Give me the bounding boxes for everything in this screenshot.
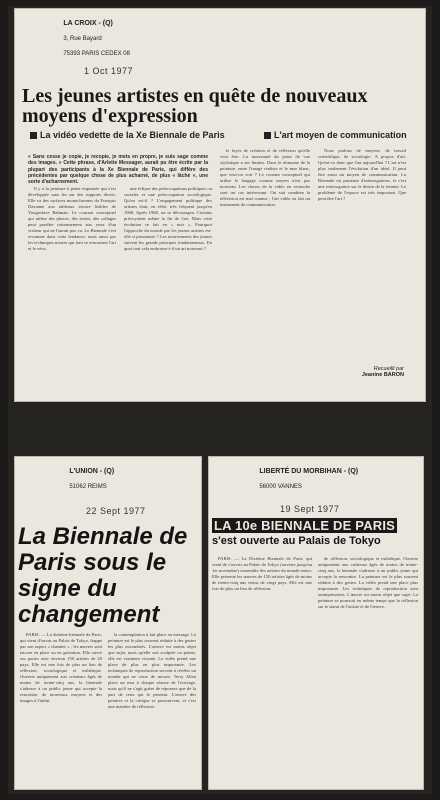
stamp-name: LA CROIX - (Q) <box>63 19 113 27</box>
headline-biennale-changement: La Biennale de Paris sous le signe du changement <box>18 523 188 628</box>
article-lead: « Sans cesse je copie, je recopie, je mets en propre, je suis sage comme des images. » Cette phrase, d'Arlette Messager, aurait pu être écrite par la plupart des participants à la Xe Biennale de Paris, qui diffère des précédentes par quelque chose de plus acharné, de plus « lâché », une sorte d'acharnement. <box>28 154 208 186</box>
subheading-right-text: L'art moyen de communication <box>274 130 407 140</box>
column-4-text: Nous parlons de moyens, de travail scientifique, de sociologie. A propos d'art. Qu'est-ce donc que l'art aujourd'hui ? L'art n'est plus seulement l'évolution d'un idéal. Il peut être aussi un moyen de communication. La Biennale est porteuse d'interrogations, et c'est une interrogation sur le destin de la femme. Le problème de l'espace est très important. Que peut être l'art ? <box>318 148 406 201</box>
clipping-date: 22 Sept 1977 <box>86 506 146 516</box>
signature-prefix: Recueilli par <box>373 366 404 372</box>
article-column-1 <box>212 556 312 782</box>
bullet-square-icon <box>264 132 271 139</box>
column-2-text: la contemplation à fait place au message. La peinture est le plus souvent réduite à des gestes les plus encombrés. L'œuvre est moins objet que sujet, mais qu'elle soit sculptée ou peinte, elle est vraiment vivante. La vidéo prend une place de plus en plus importante. Les techniques de reproduction servent à révéler un monde qui ne cesse de mourir. Terry Allen place un mot à chaque séance de l'ouvrage, mais qu'il ne s'agit guère de réponses que de la part de ceux qui le pensent. L'œuvre des peintres et la critique se poursuivent, et c'est une manière de réflexion. <box>108 632 196 709</box>
article-column-2 <box>124 186 212 382</box>
stamp-name: L'UNION - (Q) <box>69 467 115 475</box>
column-3-text: le foyer de création et de réflexion qu'elle veut être. La nouveauté du point de vue stylistique a ses limites. Dans le domaine de la peinture, entre l'image réaliste et le mur blanc, que veut-on voir ? Le courant conceptuel qui utilise le langage comme moyen n'est pas nouveau. Les choses de la vidéo en revanche sont un cas intéressant. On sait combien la télévision est mal connue ; l'art vidéo en fait un instrument de communication. <box>220 148 310 207</box>
clipping-date: 19 Sept 1977 <box>280 504 340 514</box>
press-stamp-liberte <box>256 460 358 491</box>
article-column-1 <box>28 186 116 382</box>
clipping-date: 1 Oct 1977 <box>84 66 134 76</box>
article-column-2 <box>108 632 196 782</box>
article-column-4 <box>318 148 406 356</box>
article-column-1 <box>20 632 102 782</box>
headline-a-text: LA 10e BIENNALE DE PARIS <box>214 518 396 533</box>
column-2-text: une éclipse des préoccupations politiques ou sociales et une préoccupation sociologique. Qu'en est-il ? L'engagement politique des artistes était, en effet, très fréquent jusqu'en 1968. Après 1968, on se découragea. Certains prévoyaient même la fin de l'art. Mais cette évolution se fait en « noir ». Pourquoi l'approche du monde par les jeunes artistes est-elle si pessimiste ? Les mouvements des jeunes suivent les grands principes fondamentaux. En quoi tout cela embrasse-t-il un art nouveau ? <box>124 186 212 251</box>
stamp-city: 51062 REIMS <box>69 483 107 490</box>
signature-author: Jeanine BARON <box>361 372 404 378</box>
headline-10e-biennale <box>212 518 422 533</box>
column-1-text: PARIS. — La dixième biennale de Paris, qui vient d'ouvrir au Palais de Tokyo, frappe par son aspect « chantier » ; les œuvres sont encore en place ou en gestation. Elle ouvre ses portes avec environ 150 artistes de 20 pays. Elle est une fois de plus un lieu de réflexion, sociologique et esthétique. Ouverte uniquement aux créateurs âgés de moins de trente-cinq ans, la biennale s'adresse à un public jeune qui accepte la rencontre, de nouveaux moyens et des images à l'infini. <box>20 632 102 703</box>
bullet-square-icon <box>30 132 37 139</box>
article-column-2 <box>318 556 418 782</box>
headline-jeunes-artistes: Les jeunes artistes en quête de nouveaux moyens d'expression <box>22 85 368 127</box>
column-2-text: de réflexion, sociologique et esthétique. Ouverte uniquement aux créateurs âgés de moins de trente-cinq ans, la biennale s'adresse à un public jeune qui accepte la rencontre. La peinture est le plus souvent réduite à des gestes. La vidéo prend une place plus importante. Les techniques de reproduction sont omniprésentes. L'œuvre est moins objet que sujet. La peinture se poursuit en même temps que la réflexion sur le statut de l'artiste et de l'œuvre. <box>318 556 418 609</box>
press-stamp-la-croix <box>60 12 130 58</box>
stamp-name: LIBERTÉ DU MORBIHAN - (Q) <box>259 467 359 475</box>
article-signature <box>330 366 404 378</box>
subheading-left-text: La vidéo vedette de la Xe Biennale de Paris <box>40 130 225 140</box>
article-column-3 <box>220 148 310 382</box>
stamp-city: 56000 VANNES <box>259 483 302 490</box>
press-stamp-l-union <box>66 460 114 491</box>
headline-b-text: s'est ouverte au Palais de Tokyo <box>212 535 381 547</box>
subheadline-palais-de-tokyo <box>212 535 422 548</box>
column-1-text: Il y a la peinture à peine esquissée qui s'est développée sans fin sur des supports divers. Elle va des surfaces monochromes du Français Davanne aux tableaux encore lisibles de Yougoslave Bahman. Le courant conceptuel qui utilise des photos, des textes, des collages peut paraître raisonnement aux yeux d'un visiteur qui ne l'aurait pas vu. Le Biennale s'est reconnue dans cette tendance, mais aussi par les techniques mixtes qui font se rencontrer l'art et le vécu. <box>28 186 116 251</box>
column-1-text: PARIS. — La Dixième Biennale de Paris, qui vient de s'ouvrir au Palais de Tokyo (ouverte jusqu'au 1er novembre) rassemble des artistes du monde entier. Elle présente les œuvres de 150 artistes âgés de moins de trente-cinq ans venus de vingt pays. Elle est une fois de plus un lieu de réflexion. <box>212 556 312 591</box>
subheading-video-vedette <box>30 130 225 140</box>
subheading-art-moyen <box>264 130 407 140</box>
stamp-address-1: 3, Rue Bayard <box>63 35 102 42</box>
stamp-address-2: 75393 PARIS CEDEX 08 <box>63 50 130 57</box>
